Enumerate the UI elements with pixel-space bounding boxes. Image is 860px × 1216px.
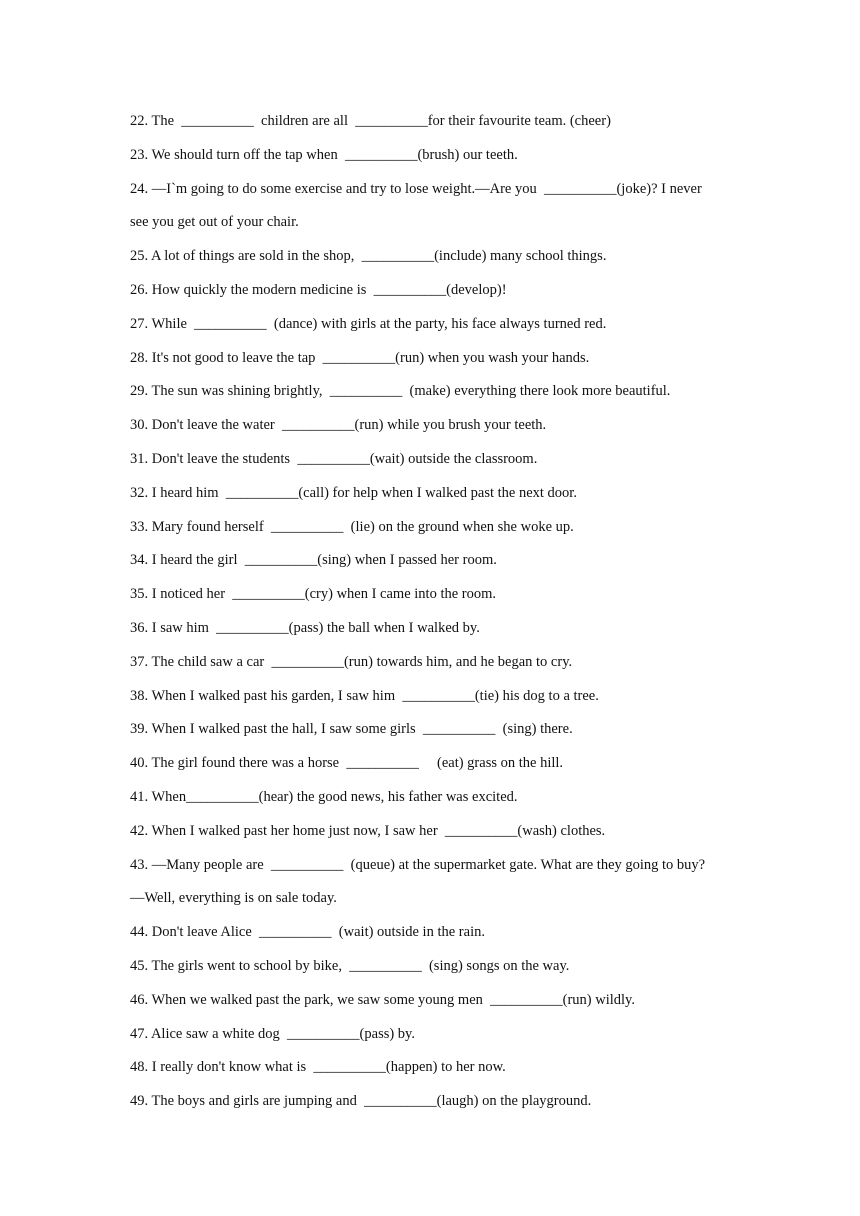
question-27: 27. While __________ (dance) with girls at the party, his face always turned red.: [130, 315, 607, 332]
question-26: 26. How quickly the modern medicine is __________(develop)!: [130, 281, 507, 298]
question-48: 48. I really don't know what is __________(happen) to her now.: [130, 1059, 506, 1076]
question-29: 29. The sun was shining brightly, __________ (make) everything there look more beautiful.: [130, 383, 671, 400]
question-40: 40. The girl found there was a horse __________ (eat) grass on the hill.: [130, 755, 564, 772]
question-24: 24. —I`m going to do some exercise and try to lose weight.—Are you __________(joke)? I never: [130, 180, 702, 197]
question-43-continued: —Well, everything is on sale today.: [130, 890, 337, 907]
question-25: 25. A lot of things are sold in the shop, __________(include) many school things.: [130, 248, 607, 265]
question-32: 32. I heard him __________(call) for help when I walked past the next door.: [130, 484, 577, 501]
question-36: 36. I saw him __________(pass) the ball when I walked by.: [130, 619, 480, 636]
question-49: 49. The boys and girls are jumping and __________(laugh) on the playground.: [130, 1093, 592, 1110]
question-46: 46. When we walked past the park, we saw some young men __________(run) wildly.: [130, 991, 635, 1008]
question-30: 30. Don't leave the water __________(run) while you brush your teeth.: [130, 417, 547, 434]
question-41: 41. When__________(hear) the good news, his father was excited.: [130, 788, 518, 805]
question-28: 28. It's not good to leave the tap __________(run) when you wash your hands.: [130, 349, 590, 366]
question-24-continued: see you get out of your chair.: [130, 214, 299, 231]
question-44: 44. Don't leave Alice __________ (wait) outside in the rain.: [130, 924, 485, 941]
question-38: 38. When I walked past his garden, I saw him __________(tie) his dog to a tree.: [130, 687, 599, 704]
question-22: 22. The __________ children are all __________for their favourite team. (cheer): [130, 113, 611, 129]
question-39: 39. When I walked past the hall, I saw some girls __________ (sing) there.: [130, 721, 573, 738]
question-31: 31. Don't leave the students __________(wait) outside the classroom.: [130, 450, 538, 467]
question-37: 37. The child saw a car __________(run) towards him, and he began to cry.: [130, 653, 573, 670]
question-35: 35. I noticed her __________(cry) when I came into the room.: [130, 586, 497, 603]
question-45: 45. The girls went to school by bike, __________ (sing) songs on the way.: [130, 957, 570, 974]
question-47: 47. Alice saw a white dog __________(pass) by.: [130, 1025, 415, 1042]
question-34: 34. I heard the girl __________(sing) when I passed her room.: [130, 552, 497, 569]
question-42: 42. When I walked past her home just now, I saw her __________(wash) clothes.: [130, 822, 606, 839]
question-33: 33. Mary found herself __________ (lie) on the ground when she woke up.: [130, 518, 574, 535]
question-43: 43. —Many people are __________ (queue) at the supermarket gate. What are they going to buy?: [130, 856, 706, 873]
question-23: 23. We should turn off the tap when __________(brush) our teeth.: [130, 146, 518, 163]
worksheet-page: [130, 109, 750, 1123]
